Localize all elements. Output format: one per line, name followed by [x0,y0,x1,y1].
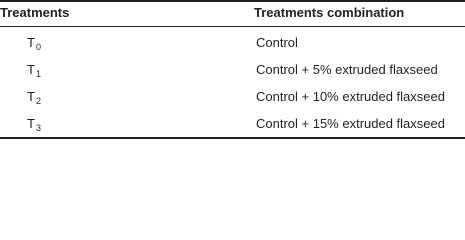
treatment-letter: T [27,62,35,77]
treatment-subscript: 2 [35,96,41,106]
treatment-combination: Control + 5% extruded flaxseed [256,62,438,77]
header-treatments: Treatments [0,5,70,20]
treatment-combination: Control + 10% extruded flaxseed [256,89,445,104]
treatment-code [27,84,41,111]
table-row [0,84,465,110]
treatment-subscript: 3 [35,123,41,133]
treatment-subscript: 0 [35,42,41,52]
treatment-letter: T [27,35,35,50]
treatment-subscript: 1 [35,69,41,79]
treatment-combination: Control + 15% extruded flaxseed [256,116,445,131]
treatment-code [27,111,41,138]
header-treatments-combination: Treatments combination [254,5,405,20]
treatment-letter: T [27,89,35,104]
treatment-combination: Control [256,35,298,50]
table-header-rule [0,26,465,27]
treatment-code [27,30,41,57]
table-row [0,30,465,56]
table-header-row [0,2,465,26]
treatment-code [27,57,41,84]
treatment-letter: T [27,116,35,131]
table-row [0,57,465,83]
table-row [0,111,465,137]
table-bottom-rule [0,137,465,139]
